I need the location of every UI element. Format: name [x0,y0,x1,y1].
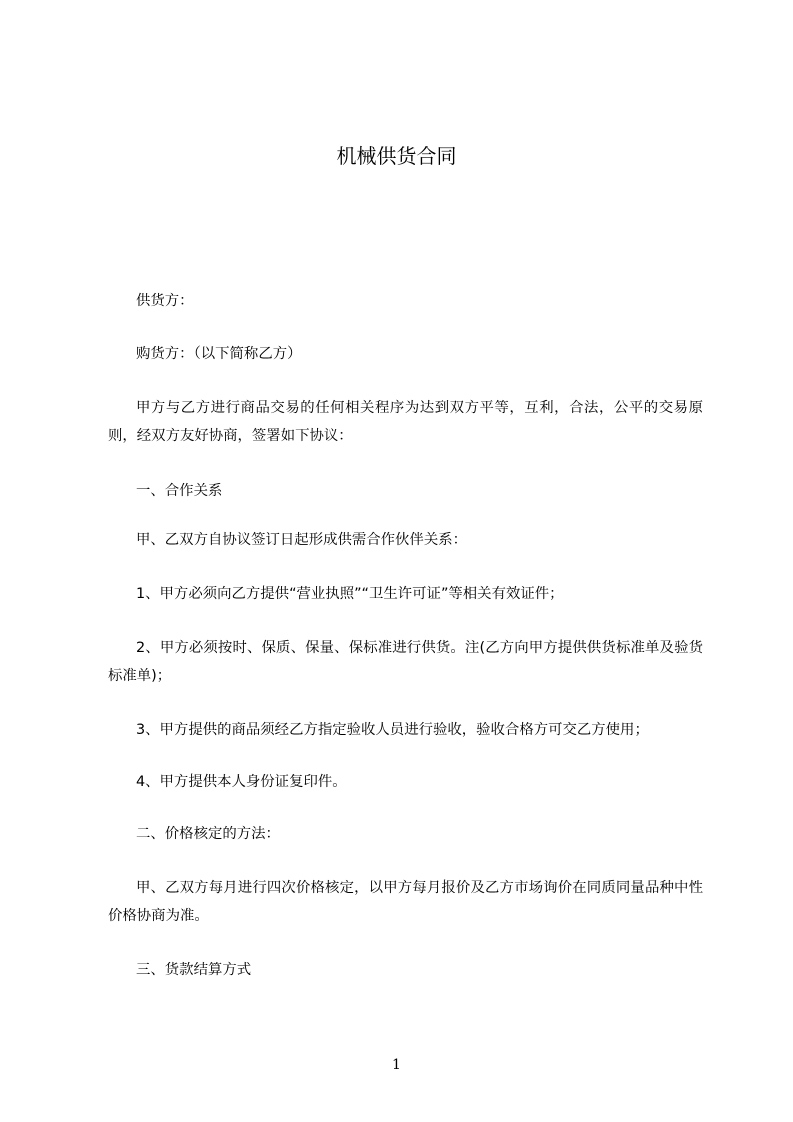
document-title: 机械供货合同 [336,144,457,168]
clause-item-3: 3、甲方提供的商品须经乙方指定验收人员进行验收，验收合格方可交乙方使用； [136,722,649,738]
supplier-line: 供货方： [136,293,194,309]
section-1-text: 甲、乙双方自协议签订日起形成供需合作伙伴关系： [136,532,467,548]
section-1-heading: 一、合作关系 [136,483,223,499]
section-2-heading: 二、价格核定的方法： [136,826,280,842]
intro-paragraph: 甲方与乙方进行商品交易的任何相关程序为达到双方平等，互利，合法，公平的交易原则，经双方友好协商，签署如下协议： [108,400,703,444]
section-2-text: 甲、乙双方每月进行四次价格核定，以甲方每月报价及乙方市场询价在同质同量品种中性价格协商为准。 [108,880,703,924]
clause-item-4: 4、甲方提供本人身份证复印件。 [136,774,347,790]
buyer-line: 购货方：（以下简称乙方） [136,346,302,362]
section-3-heading: 三、货款结算方式 [136,962,252,978]
clause-item-2: 2、甲方必须按时、保质、保量、保标准进行供货。注(乙方向甲方提供供货标准单及验货标准单)； [108,640,703,684]
clause-item-1: 1、甲方必须向乙方提供“营业执照”“卫生许可证”等相关有效证件； [136,586,564,602]
page-number: 1 [392,1057,401,1073]
